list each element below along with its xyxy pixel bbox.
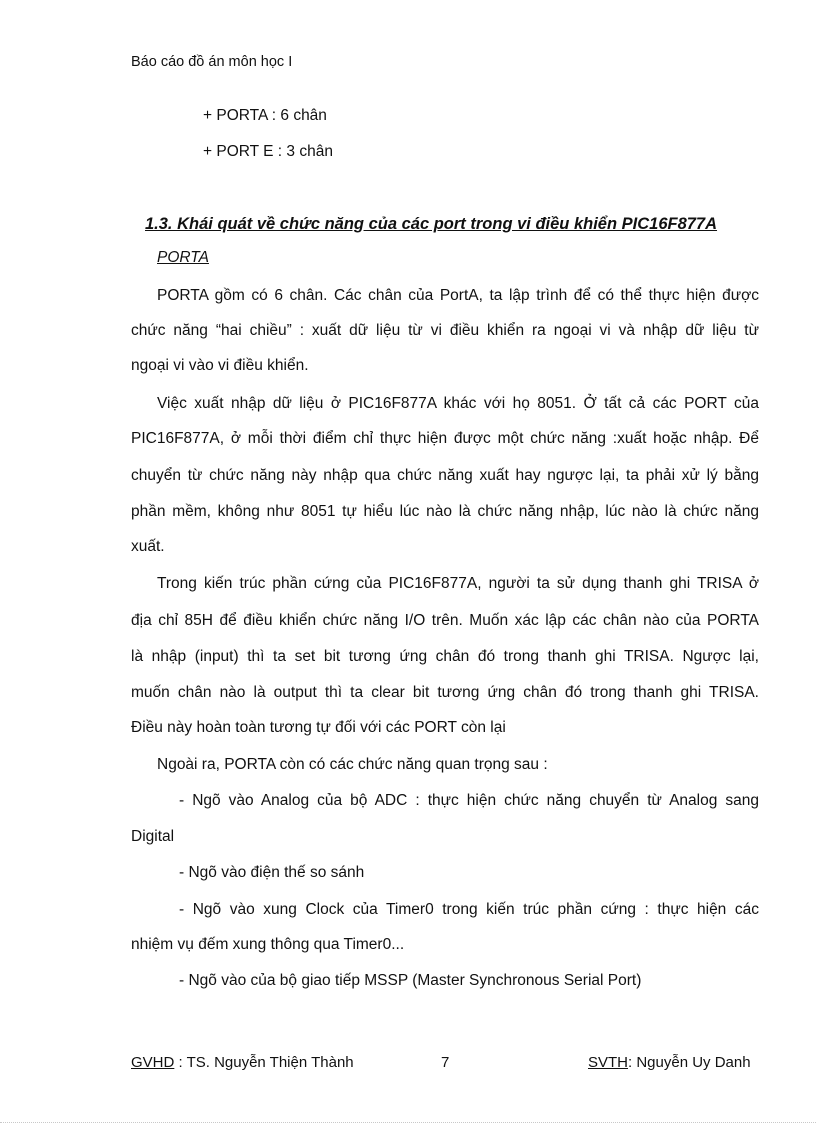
para2-line4: phần mềm, không như 8051 tự hiểu lúc nào là chức năng nhập, lúc nào là chức năng [131,503,759,520]
para2-line2: PIC16F877A, ở mỗi thời điểm chỉ thực hiện được một chức năng :xuất hoặc nhập. Để [131,430,759,447]
para4: Ngoài ra, PORTA còn có các chức năng quan trọng sau : [157,756,548,773]
para1-line3: ngoại vi vào vi điều khiển. [131,357,309,374]
footer-svth-value: : Nguyễn Uy Danh [628,1054,751,1071]
section-heading: 1.3. Khái quát về chức năng của các port trong vi điều khiển PIC16F877A [145,215,718,233]
item-timer-line2: nhiệm vụ đếm xung thông qua Timer0... [131,936,405,953]
footer-svth-label: SVTH [588,1054,629,1071]
item-comparator: - Ngõ vào điện thế so sánh [179,864,365,881]
item-adc-line1: - Ngõ vào Analog của bộ ADC : thực hiện chức năng chuyển từ Analog sang [179,792,759,809]
para2-line5: xuất. [131,538,165,555]
para2-line1: Việc xuất nhập dữ liệu ở PIC16F877A khác với họ 8051. Ở tất cả các PORT của [157,395,759,412]
subheading-porta: PORTA [157,249,209,266]
para3-line3: là nhập (input) thì ta set bit tương ứng chân đó trong thanh ghi TRISA. Ngược lại, [131,648,759,665]
para3-line1: Trong kiến trúc phần cứng của PIC16F877A, người ta sử dụng thanh ghi TRISA ở [157,575,759,592]
footer-page-number: 7 [441,1054,450,1071]
item-mssp: - Ngõ vào của bộ giao tiếp MSSP (Master Synchronous Serial Port) [179,972,642,989]
footer-gvhd-label: GVHD [131,1054,175,1071]
list-item-porte: + PORT E : 3 chân [203,143,333,160]
para2-line3: chuyển từ chức năng này nhập qua chức năng xuất hay ngược lại, ta phải xử lý bằng [131,467,759,484]
page-header: Báo cáo đồ án môn học I [131,54,293,70]
footer-svth [588,1054,751,1071]
para3-line5: Điều này hoàn toàn tương tự đối với các PORT còn lại [131,719,506,736]
item-adc-line2: Digital [131,828,175,845]
para3-line4: muốn chân nào là output thì ta clear bit tương ứng chân đó trong thanh ghi TRISA. [131,684,759,701]
footer-gvhd-value: : TS. Nguyễn Thiện Thành [174,1054,354,1071]
para1-line1: PORTA gồm có 6 chân. Các chân của PortA, ta lập trình để có thể thực hiện được [157,287,759,304]
item-timer-line1: - Ngõ vào xung Clock của Timer0 trong kiến trúc phần cứng : thực hiện các [179,901,759,918]
para1-line2: chức năng “hai chiều” : xuất dữ liệu từ vi điều khiển ra ngoại vi và nhập dữ liệu từ [131,322,759,339]
para3-line2: địa chỉ 85H để điều khiển chức năng I/O trên. Muốn xác lập các chân nào của PORTA [131,612,759,629]
list-item-porta: + PORTA : 6 chân [203,107,327,124]
footer-gvhd [131,1054,354,1071]
